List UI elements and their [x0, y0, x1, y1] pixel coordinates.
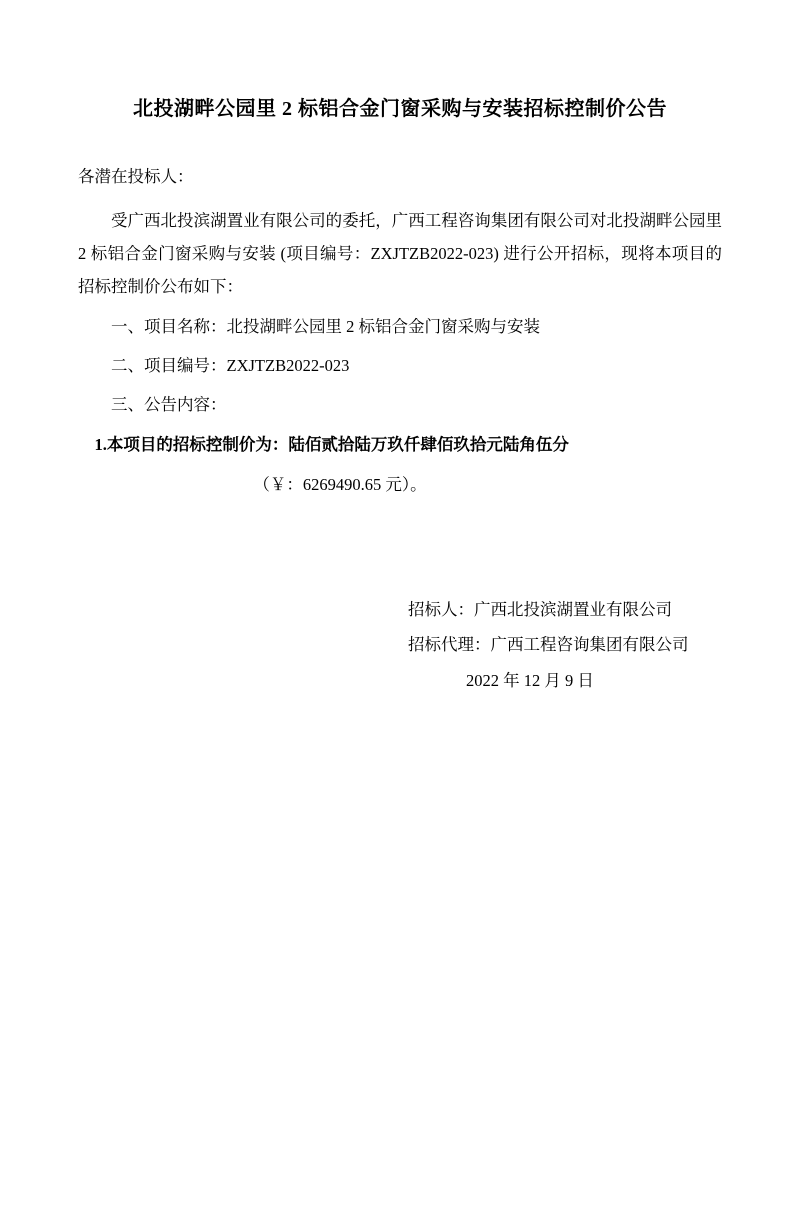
- list-item: 二、项目编号：ZXJTZB2022-023: [111, 356, 350, 376]
- signature-agent: 招标代理：广西工程咨询集团有限公司: [408, 635, 689, 655]
- salutation: 各潜在投标人：: [78, 167, 194, 186]
- signature-date: 2022 年 12 月 9 日: [466, 670, 594, 690]
- intro-paragraph: 受广西北投滨湖置业有限公司的委托，广西工程咨询集团有限公司对北投湖畔公园里 2 标铝合金门窗采购与安装 (项目编号：ZXJTZB2022-023) 进行公开招标，现将本项目的招标控制价公布如下：: [78, 210, 722, 296]
- list-item: 一、项目名称：北投湖畔公园里 2 标铝合金门窗采购与安装: [111, 316, 540, 336]
- control-price-line: 1.本项目的招标控制价为：陆佰贰拾陆万玖仟肆佰玖拾元陆角伍分: [94, 434, 569, 454]
- control-price-amount: （￥：6269490.65 元）。: [253, 475, 427, 495]
- page-title: 北投湖畔公园里 2 标铝合金门窗采购与安装招标控制价公告: [133, 98, 667, 120]
- list-item: 三、公告内容：: [111, 395, 227, 415]
- signature-block: [78, 592, 722, 698]
- signature-tenderee: 招标人：广西北投滨湖置业有限公司: [408, 599, 672, 619]
- document-page: [0, 95, 800, 1226]
